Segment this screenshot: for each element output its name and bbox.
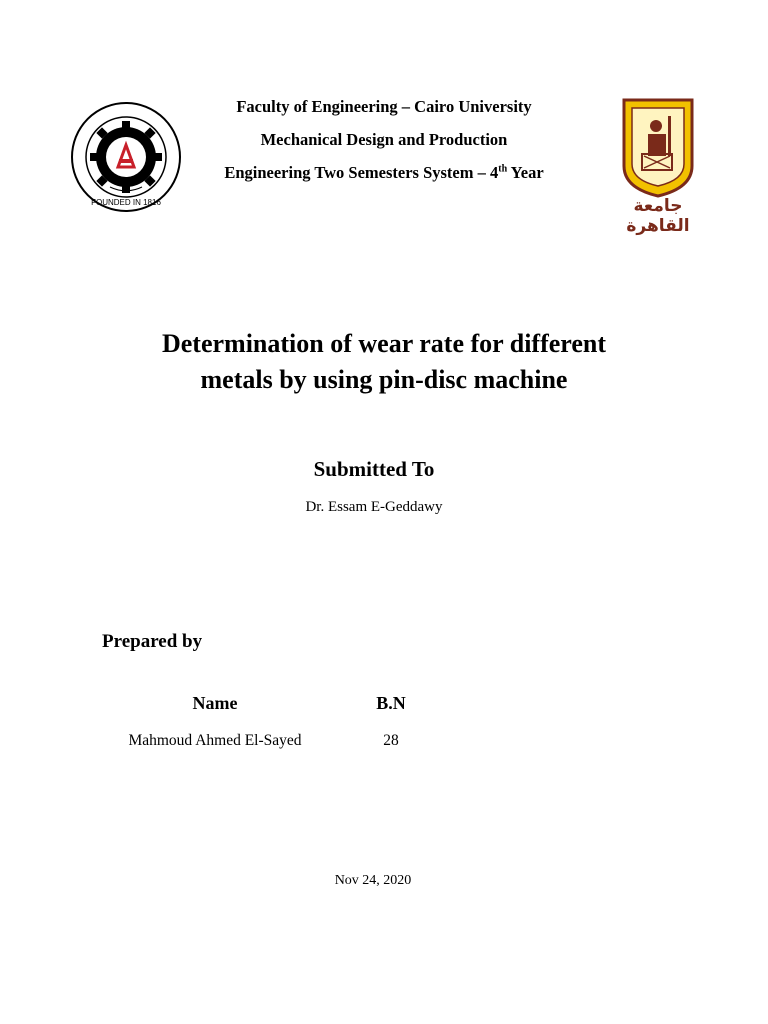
student-name: Mahmoud Ahmed El-Sayed [128, 732, 302, 749]
header-faculty: Faculty of Engineering – Cairo University [236, 97, 532, 116]
report-title-line-2: metals by using pin-disc machine [200, 365, 568, 394]
student-bn: 28 [383, 732, 399, 749]
column-header-name: Name [192, 693, 238, 713]
report-title-line-1: Determination of wear rate for different [161, 329, 607, 358]
engineering-seal-icon [70, 101, 182, 213]
prepared-by-heading: Prepared by [102, 631, 203, 652]
faculty-of-engineering-logo [70, 101, 182, 213]
submitted-to-name: Dr. Essam E-Geddawy [305, 499, 443, 515]
header-system-text: Engineering Two Semesters System – 4 [224, 163, 499, 182]
header-department: Mechanical Design and Production [260, 130, 508, 149]
header-system-year: Year [507, 163, 544, 182]
header-system [0, 163, 768, 183]
report-date: Nov 24, 2020 [334, 873, 412, 888]
submitted-to-heading: Submitted To [313, 457, 435, 481]
column-header-bn: B.N [376, 693, 406, 713]
seal-founded-text: FOUNDED IN 1816 [91, 198, 161, 207]
header-system-sup: th [498, 163, 508, 175]
cairo-university-arabic-text: جامعة القاهرة [626, 196, 690, 236]
